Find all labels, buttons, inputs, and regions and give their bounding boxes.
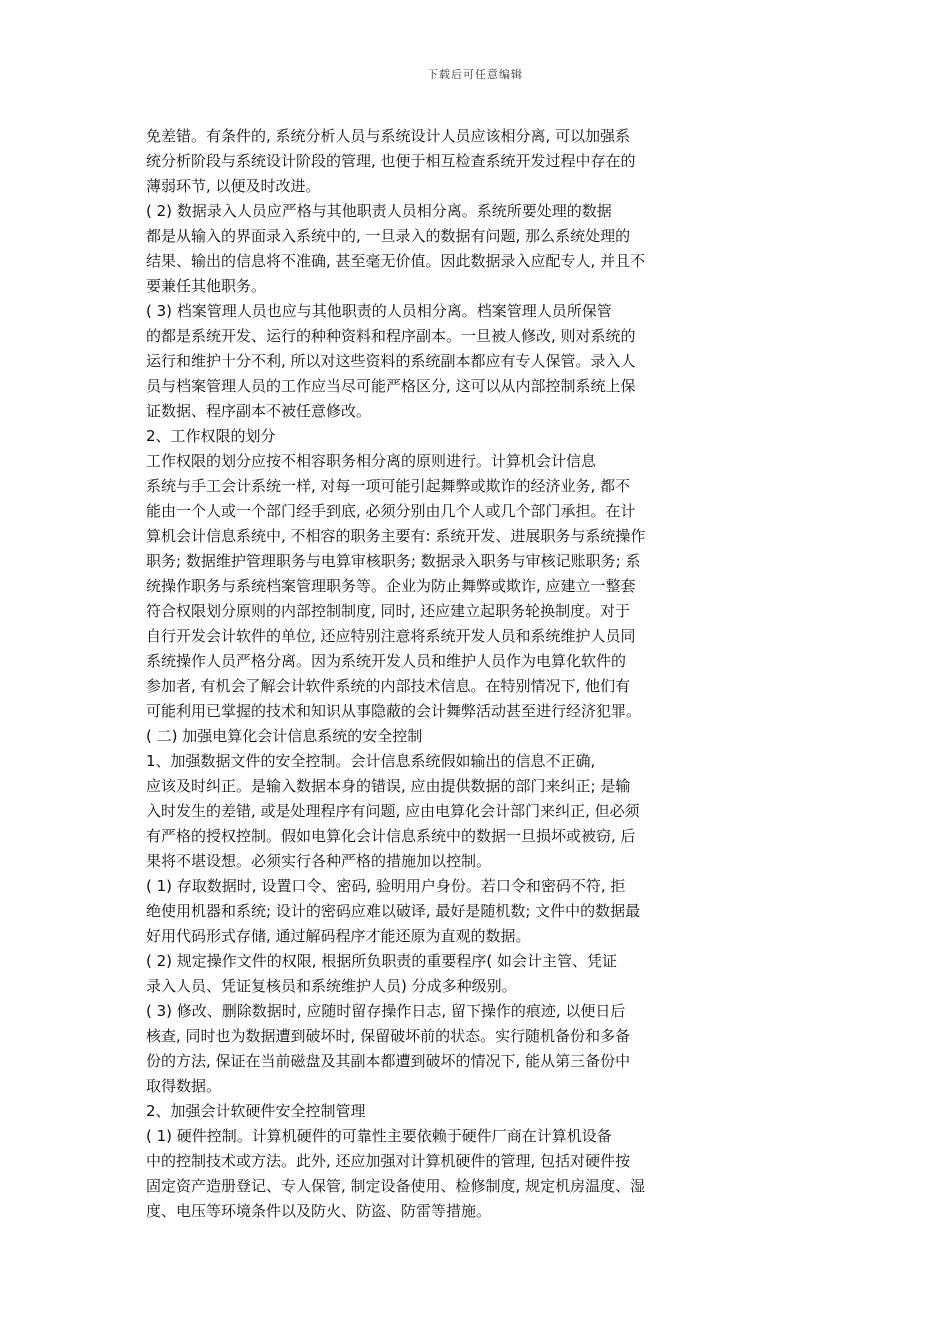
text-line: 自行开发会计软件的单位, 还应特别注意将系统开发人员和系统维护人员同 xyxy=(146,627,636,645)
text-line: ( 1) 存取数据时, 设置口令、密码, 验明用户身份。若口令和密码不符, 拒 xyxy=(146,877,626,895)
text-line: 核查, 同时也为数据遭到破坏时, 保留破坏前的状态。实行随机备份和多备 xyxy=(146,1027,631,1045)
text-line: 可能利用已掌握的技术和知识从事隐蔽的会计舞弊活动甚至进行经济犯罪。 xyxy=(146,702,642,720)
text-line: 2、工作权限的划分 xyxy=(146,427,276,445)
text-line: 参加者, 有机会了解会计软件系统的内部技术信息。在特别情况下, 他们有 xyxy=(146,677,631,695)
text-line: 果将不堪设想。必须实行各种严格的措施加以控制。 xyxy=(146,852,492,870)
text-line: ( 2) 规定操作文件的权限, 根据所负职责的重要程序( 如会计主管、凭证 xyxy=(146,952,617,970)
text-line: 统分析阶段与系统设计阶段的管理, 也便于相互检查系统开发过程中存在的 xyxy=(146,152,636,170)
text-line: 运行和维护十分不利, 所以对这些资料的系统副本都应有专人保管。录入人 xyxy=(146,352,636,370)
text-line: 都是从输入的界面录入系统中的, 一旦录入的数据有问题, 那么系统处理的 xyxy=(146,227,631,245)
document-body xyxy=(146,124,706,1224)
text-line: ( 二) 加强电算化会计信息系统的安全控制 xyxy=(146,727,423,745)
text-line: ( 2) 数据录入人员应严格与其他职责人员相分离。系统所要处理的数据 xyxy=(146,202,612,220)
text-line: ( 3) 修改、删除数据时, 应随时留存操作日志, 留下操作的痕迹, 以便日后 xyxy=(146,1002,626,1020)
text-line: 能由一个人或一个部门经手到底, 必须分别由几个人或几个部门承担。在计 xyxy=(146,502,636,520)
text-line: 应该及时纠正。是输入数据本身的错误, 应由提供数据的部门来纠正; 是输 xyxy=(146,777,631,795)
text-line: ( 3) 档案管理人员也应与其他职责的人员相分离。档案管理人员所保管 xyxy=(146,302,612,320)
text-line: 算机会计信息系统中, 不相容的职务主要有: 系统开发、进展职务与系统操作 xyxy=(146,527,646,545)
text-line: 的都是系统开发、运行的种种资料和程序副本。一旦被人修改, 则对系统的 xyxy=(146,327,636,345)
text-line: 入时发生的差错, 或是处理程序有问题, 应由电算化会计部门来纠正, 但必须 xyxy=(146,802,640,820)
text-line: 系统与手工会计系统一样, 对每一项可能引起舞弊或欺诈的经济业务, 都不 xyxy=(146,477,631,495)
text-line: 有严格的授权控制。假如电算化会计信息系统中的数据一旦损坏或被窃, 后 xyxy=(146,827,636,845)
text-line: 录入人员、凭证复核员和系统维护人员) 分成多种级别。 xyxy=(146,977,517,995)
page-header: 下载后可任意编辑 xyxy=(427,68,523,81)
text-line: 2、加强会计软硬件安全控制管理 xyxy=(146,1102,366,1120)
text-line: 绝使用机器和系统; 设计的密码应难以破译, 最好是随机数; 文件中的数据最 xyxy=(146,902,641,920)
text-line: 中的控制技术或方法。此外, 还应加强对计算机硬件的管理, 包括对硬件按 xyxy=(146,1152,631,1170)
text-line: 工作权限的划分应按不相容职务相分离的原则进行。计算机会计信息 xyxy=(146,452,597,470)
text-line: 系统操作人员严格分离。因为系统开发人员和维护人员作为电算化软件的 xyxy=(146,652,627,670)
text-line: 好用代码形式存储, 通过解码程序才能还原为直观的数据。 xyxy=(146,927,531,945)
text-line: 薄弱环节, 以便及时改进。 xyxy=(146,177,321,195)
text-line: 员与档案管理人员的工作应当尽可能严格区分, 这可以从内部控制系统上保 xyxy=(146,377,636,395)
text-line: 结果、输出的信息将不准确, 甚至毫无价值。因此数据录入应配专人, 并且不 xyxy=(146,252,646,270)
text-line: 要兼任其他职务。 xyxy=(146,277,267,295)
text-line: 取得数据。 xyxy=(146,1077,222,1095)
text-line: 统操作职务与系统档案管理职务等。企业为防止舞弊或欺诈, 应建立一整套 xyxy=(146,577,636,595)
text-line: 职务; 数据维护管理职务与电算审核职务; 数据录入职务与审核记账职务; 系 xyxy=(146,552,641,570)
text-line: ( 1) 硬件控制。计算机硬件的可靠性主要依赖于硬件厂商在计算机设备 xyxy=(146,1127,612,1145)
text-line: 固定资产造册登记、专人保管, 制定设备使用、检修制度, 规定机房温度、湿 xyxy=(146,1177,646,1195)
text-line: 符合权限划分原则的内部控制制度, 同时, 还应建立起职务轮换制度。对于 xyxy=(146,602,631,620)
text-line: 1、加强数据文件的安全控制。会计信息系统假如输出的信息不正确, xyxy=(146,752,596,770)
text-line: 份的方法, 保证在当前磁盘及其副本都遭到破坏的情况下, 能从第三备份中 xyxy=(146,1052,631,1070)
text-line: 免差错。有条件的, 系统分析人员与系统设计人员应该相分离, 可以加强系 xyxy=(146,127,631,145)
text-line: 证数据、程序副本不被任意修改。 xyxy=(146,402,372,420)
text-line: 度、电压等环境条件以及防火、防盗、防雷等措施。 xyxy=(146,1202,492,1220)
